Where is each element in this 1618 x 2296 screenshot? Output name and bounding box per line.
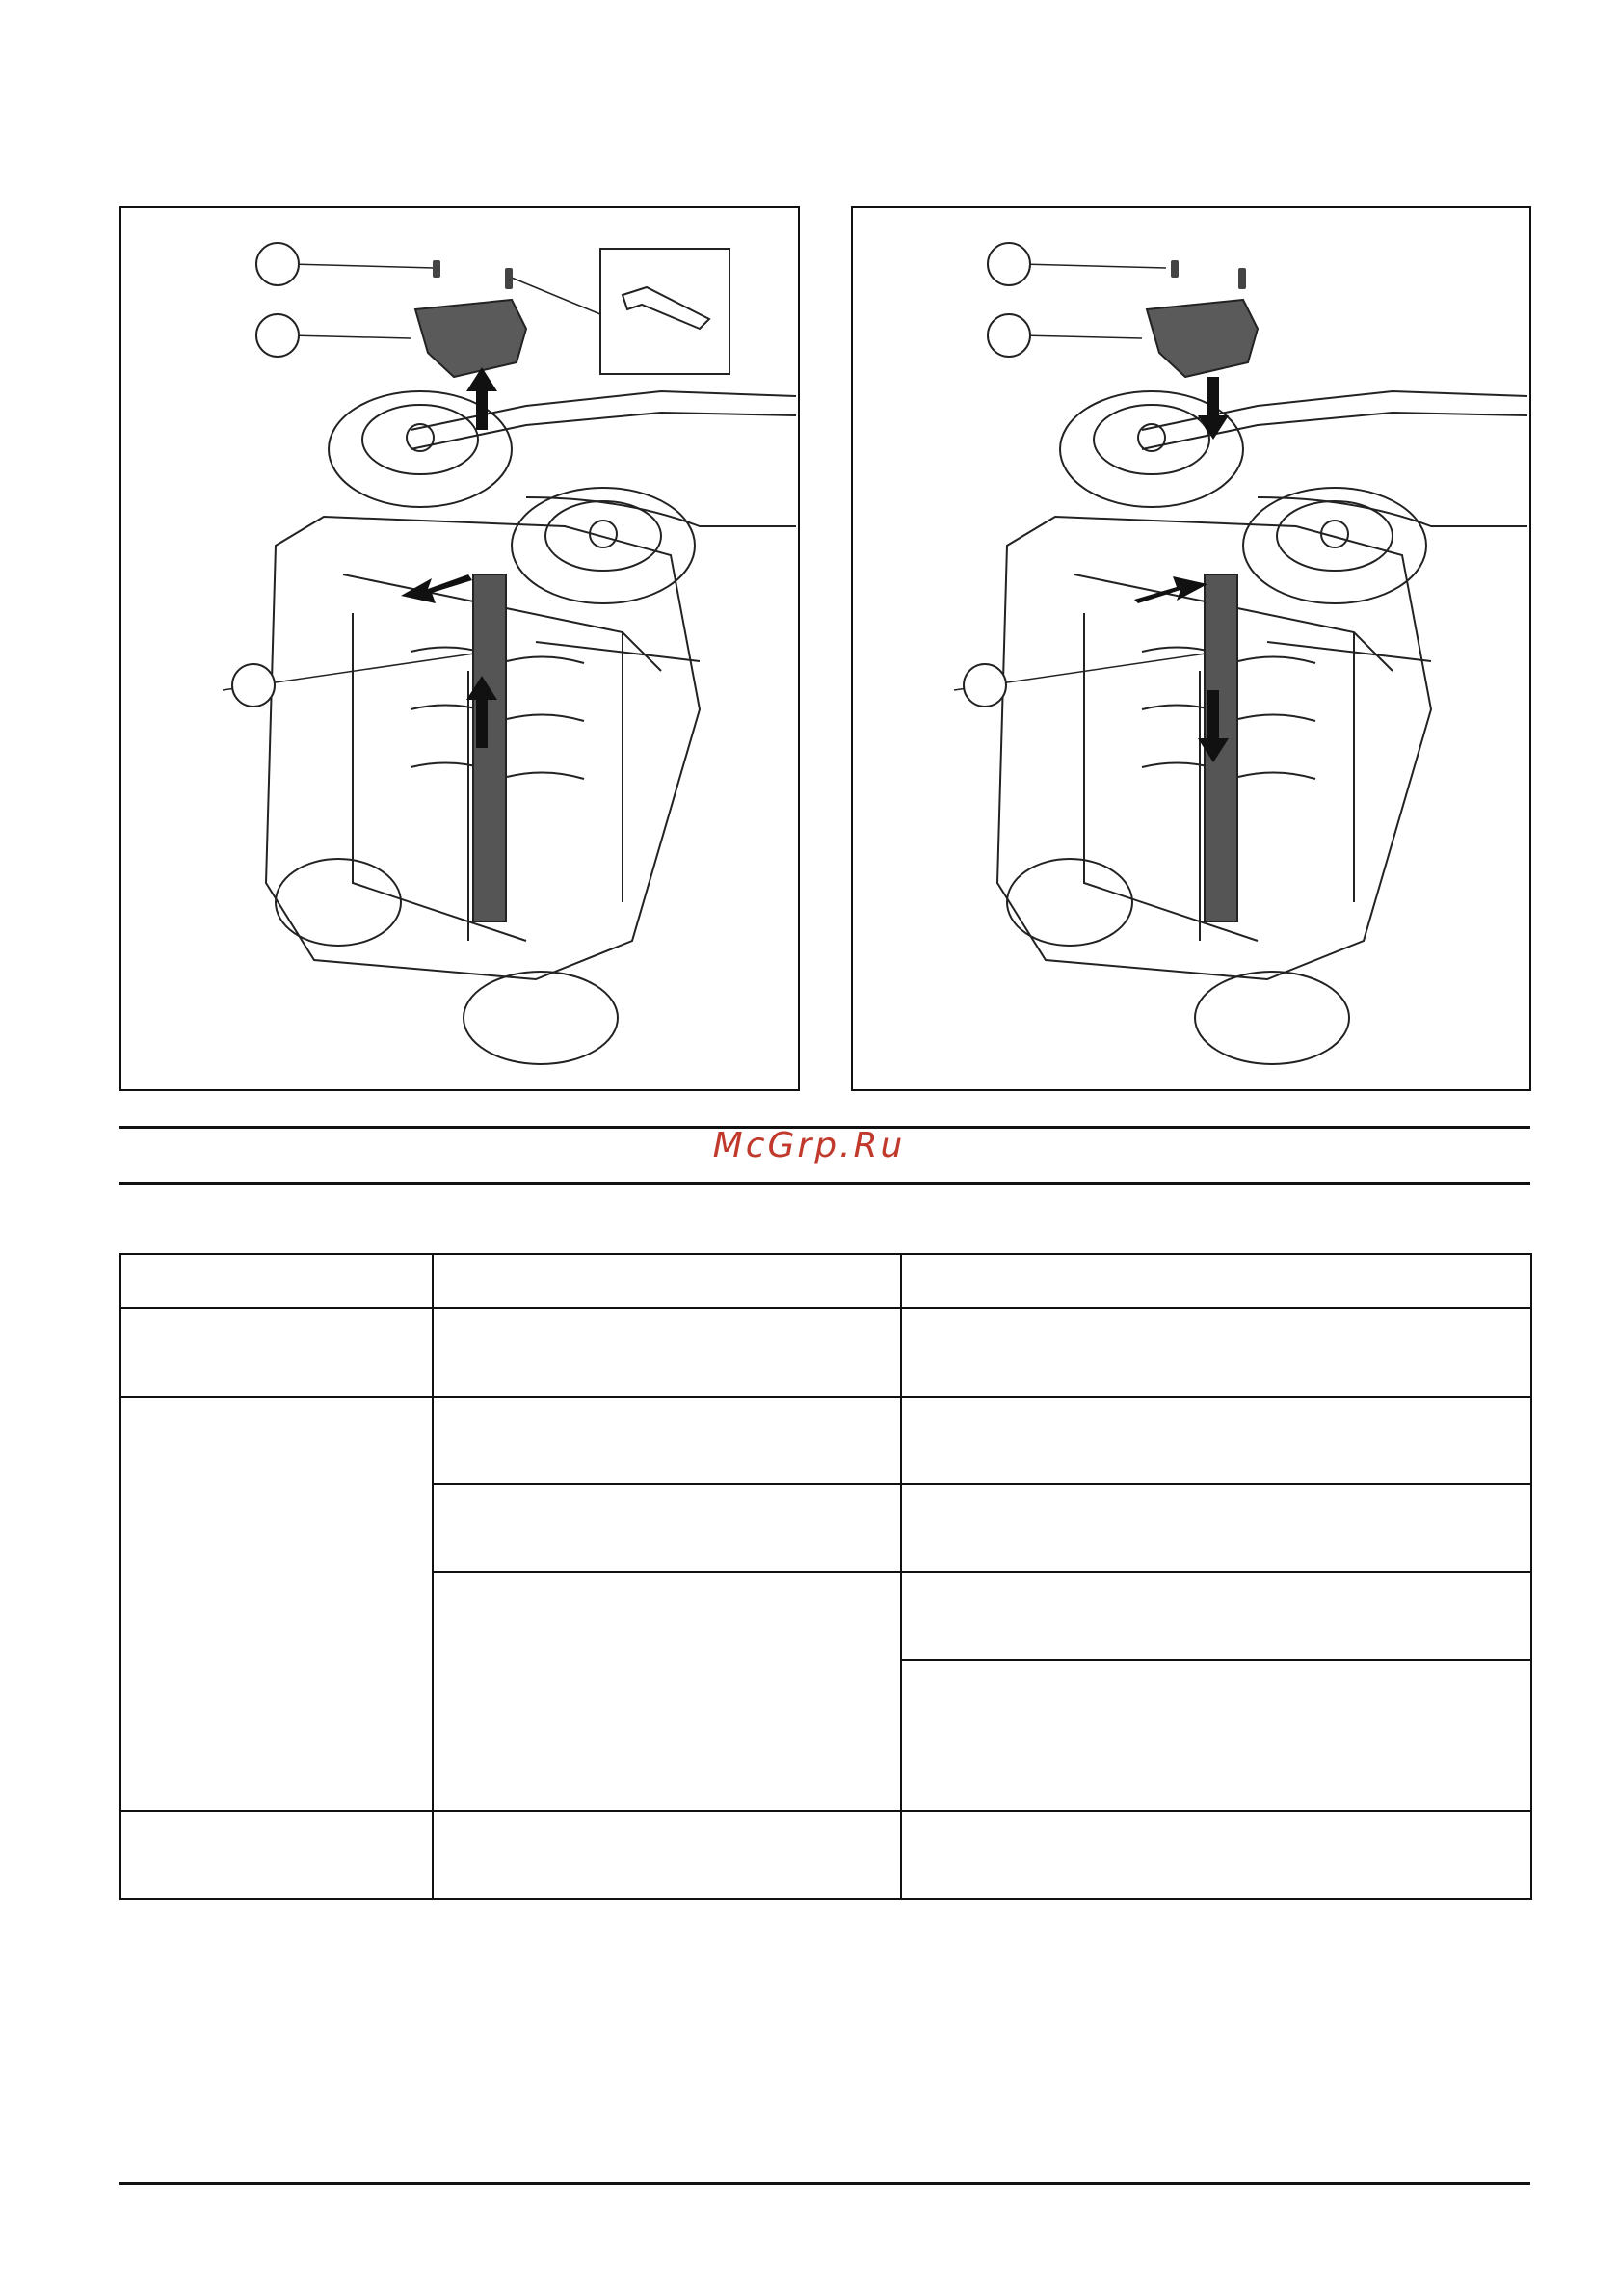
bottom-rule (119, 1182, 1530, 1185)
callout-markers (232, 243, 299, 707)
table-cell (901, 1572, 1531, 1660)
table-cell (901, 1811, 1531, 1899)
table-cell (120, 1308, 433, 1397)
callout-1 (988, 243, 1030, 285)
header-cell (433, 1254, 901, 1308)
table-cell (120, 1397, 433, 1811)
illustration-remove (121, 208, 798, 1089)
table-row (120, 1308, 1531, 1397)
table-cell (433, 1572, 901, 1811)
table-cell (901, 1484, 1531, 1572)
cover-icon (415, 300, 526, 377)
callout-2 (256, 314, 299, 357)
table-cell (901, 1308, 1531, 1397)
footer-rule (119, 2182, 1530, 2185)
callout-markers (964, 243, 1030, 707)
table-row (120, 1397, 1531, 1484)
callout-2 (988, 314, 1030, 357)
table-cell (901, 1397, 1531, 1484)
table-cell (120, 1811, 433, 1899)
table-cell (433, 1308, 901, 1397)
callout-3 (964, 664, 1006, 707)
figure-remove-cover (119, 206, 800, 1091)
table-row (120, 1811, 1531, 1899)
cover-icon (1147, 300, 1258, 377)
figure-install-cover (851, 206, 1531, 1091)
table-cell (901, 1660, 1531, 1811)
illustration-install (853, 208, 1529, 1089)
troubleshooting-table (119, 1253, 1532, 1900)
header-cell (120, 1254, 433, 1308)
screw-icon (1171, 260, 1246, 289)
header-cell (901, 1254, 1531, 1308)
watermark: McGrp.Ru (712, 1126, 906, 1165)
table-cell (433, 1484, 901, 1572)
callout-1 (256, 243, 299, 285)
callout-3 (232, 664, 275, 707)
screw-icon (433, 260, 513, 289)
table-cell (433, 1811, 901, 1899)
table-header-row (120, 1254, 1531, 1308)
table-cell (433, 1397, 901, 1484)
